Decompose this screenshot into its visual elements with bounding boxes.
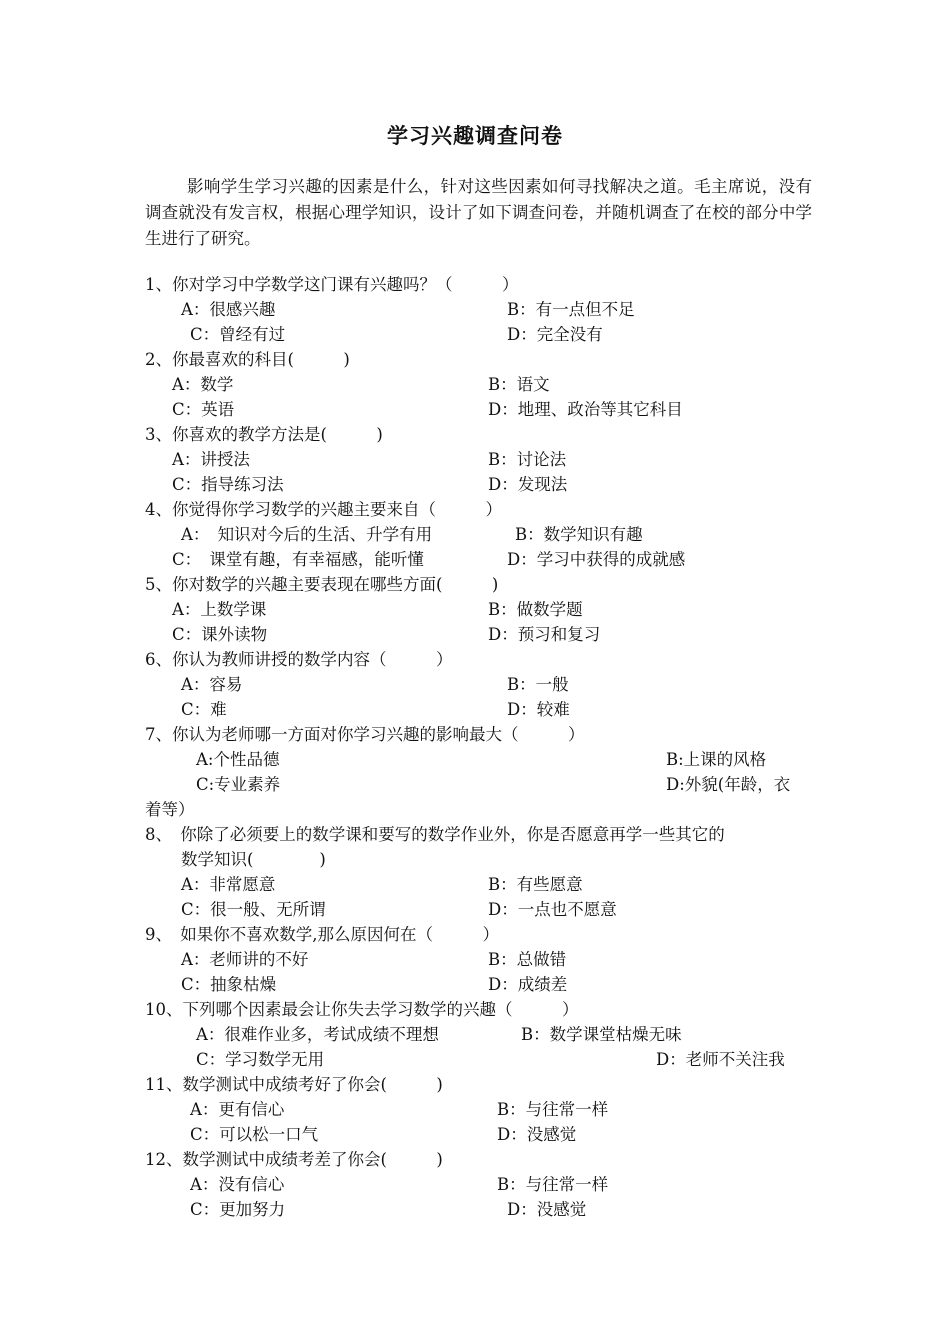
question-10: 10、下列哪个因素最会让你失去学习数学的兴趣（ ） xyxy=(145,1000,579,1019)
q10-option-c: C：学习数学无用 xyxy=(196,1050,325,1069)
q4-option-a: A： 知识对今后的生活、升学有用 xyxy=(181,525,433,544)
question-6: 6、你认为教师讲授的数学内容（ ） xyxy=(145,650,453,669)
q7-option-c: C:专业素养 xyxy=(196,775,281,794)
q10-option-b: B：数学课堂枯燥无味 xyxy=(521,1025,682,1044)
question-4: 4、你觉得你学习数学的兴趣主要来自（ ） xyxy=(145,500,502,519)
q1-option-b: B：有一点但不足 xyxy=(507,300,635,319)
q4-option-c: C： 课堂有趣，有幸福感，能听懂 xyxy=(172,550,424,569)
q12-option-a: A：没有信心 xyxy=(190,1175,285,1194)
question-11: 11、数学测试中成绩考好了你会( ) xyxy=(145,1075,443,1094)
q7-option-d: D:外貌(年龄，衣 xyxy=(666,775,791,794)
question-7: 7、你认为老师哪一方面对你学习兴趣的影响最大（ ） xyxy=(145,725,585,744)
question-5: 5、你对数学的兴趣主要表现在哪些方面( ) xyxy=(145,575,499,594)
intro-paragraph: 影响学生学习兴趣的因素是什么，针对这些因素如何寻找解决之道。毛主席说，没有调查就没有发言权，根据心理学知识，设计了如下调查问卷，并随机调查了在校的部分中学生进行了研究。 xyxy=(145,177,812,248)
q1-option-c: C：曾经有过 xyxy=(190,325,286,344)
q8-option-c: C：很一般、无所谓 xyxy=(181,900,326,919)
question-8: 8、 你除了必须要上的数学课和要写的数学作业外，你是否愿意再学一些其它的 xyxy=(145,825,725,844)
q11-option-b: B：与往常一样 xyxy=(497,1100,609,1119)
question-12: 12、数学测试中成绩考差了你会( ) xyxy=(145,1150,443,1169)
q4-option-b: B：数学知识有趣 xyxy=(515,525,643,544)
q11-option-a: A：更有信心 xyxy=(190,1100,285,1119)
q3-option-d: D：发现法 xyxy=(488,475,568,494)
q5-option-b: B：做数学题 xyxy=(488,600,583,619)
q6-option-b: B：一般 xyxy=(507,675,569,694)
q8-option-a: A：非常愿意 xyxy=(181,875,276,894)
q10-option-a: A：很难作业多，考试成绩不理想 xyxy=(196,1025,439,1044)
q7-option-b: B:上课的风格 xyxy=(666,750,767,769)
q11-option-c: C：可以松一口气 xyxy=(190,1125,319,1144)
q2-option-d: D：地理、政治等其它科目 xyxy=(488,400,683,419)
q6-option-c: C：难 xyxy=(181,700,227,719)
question-2: 2、你最喜欢的科目( ) xyxy=(145,350,350,369)
question-8-continuation: 数学知识( ) xyxy=(181,850,326,869)
q2-option-a: A：数学 xyxy=(172,375,234,394)
question-3: 3、你喜欢的教学方法是( ) xyxy=(145,425,383,444)
q11-option-d: D：没感觉 xyxy=(497,1125,577,1144)
q3-option-b: B：讨论法 xyxy=(488,450,567,469)
q12-option-d: D：没感觉 xyxy=(507,1200,587,1219)
question-9: 9、 如果你不喜欢数学,那么原因何在（ ） xyxy=(145,925,499,944)
q10-option-d: D：老师不关注我 xyxy=(656,1050,785,1069)
q1-option-d: D：完全没有 xyxy=(507,325,603,344)
q3-option-c: C：指导练习法 xyxy=(172,475,284,494)
q5-option-a: A：上数学课 xyxy=(172,600,267,619)
q2-option-c: C：英语 xyxy=(172,400,235,419)
q9-option-c: C：抽象枯燥 xyxy=(181,975,277,994)
q1-option-a: A：很感兴趣 xyxy=(181,300,276,319)
q9-option-a: A：老师讲的不好 xyxy=(181,950,309,969)
q6-option-d: D：较难 xyxy=(507,700,570,719)
q8-option-d: D：一点也不愿意 xyxy=(488,900,617,919)
q7-option-d-continuation: 着等） xyxy=(145,800,195,819)
q8-option-b: B：有些愿意 xyxy=(488,875,583,894)
q6-option-a: A：容易 xyxy=(181,675,243,694)
q7-option-a: A:个性品德 xyxy=(196,750,280,769)
q5-option-c: C：课外读物 xyxy=(172,625,268,644)
q4-option-d: D：学习中获得的成就感 xyxy=(507,550,686,569)
question-1: 1、你对学习中学数学这门课有兴趣吗？（ ） xyxy=(145,275,519,294)
q5-option-d: D：预习和复习 xyxy=(488,625,601,644)
q12-option-c: C：更加努力 xyxy=(190,1200,286,1219)
q12-option-b: B：与往常一样 xyxy=(497,1175,609,1194)
q9-option-d: D：成绩差 xyxy=(488,975,568,994)
q2-option-b: B：语文 xyxy=(488,375,550,394)
q3-option-a: A：讲授法 xyxy=(172,450,250,469)
page-title: 学习兴趣调查问卷 xyxy=(387,123,563,148)
q9-option-b: B：总做错 xyxy=(488,950,567,969)
